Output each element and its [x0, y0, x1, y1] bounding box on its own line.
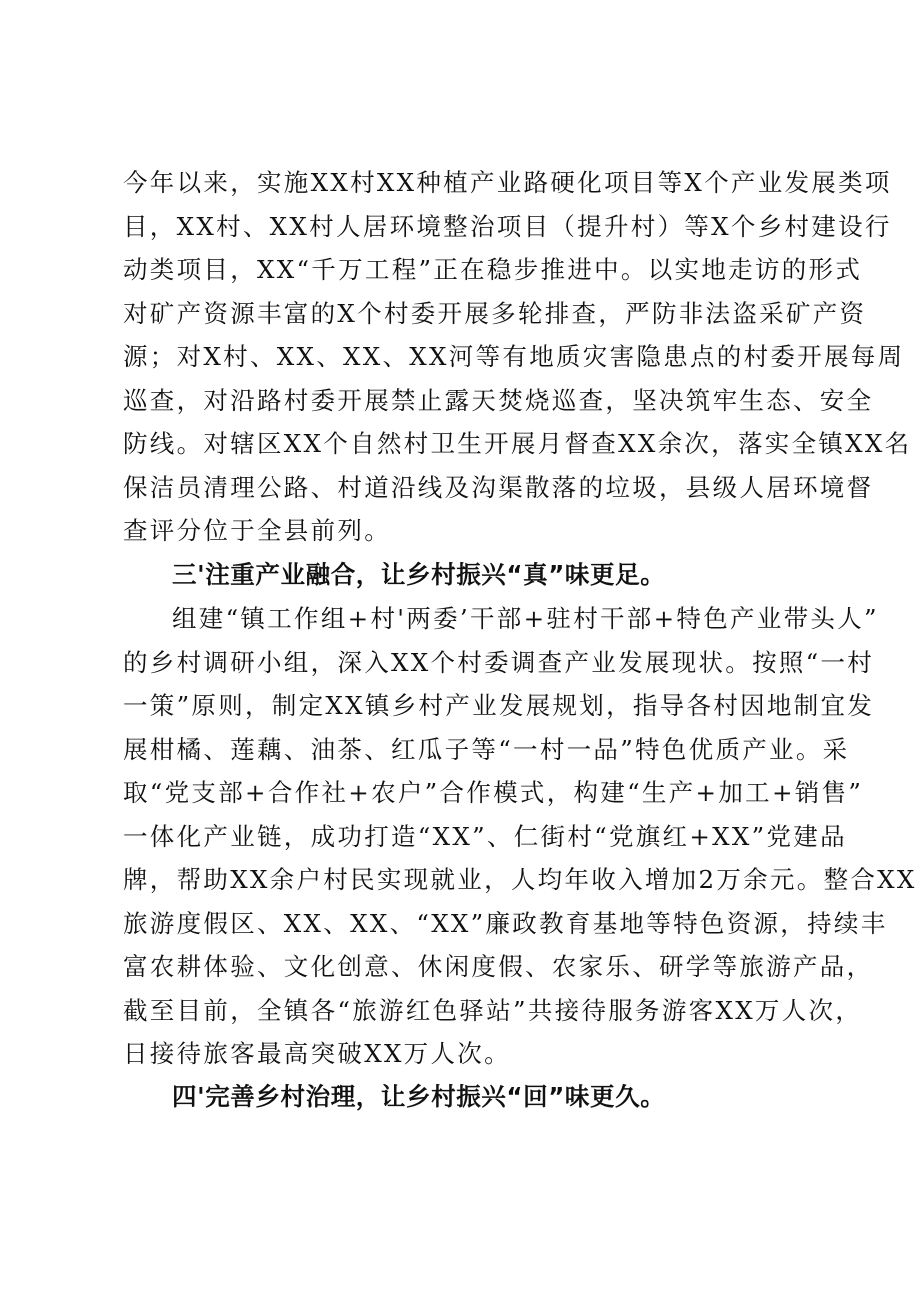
text-line: 保洁员清理公路、村道沿线及沟渠散落的垃圾，县级人居环境督 [123, 472, 874, 502]
text-line: 展柑橘、莲藕、油茶、红瓜子等“一村一品”特色优质产业。采 [123, 734, 850, 764]
text-line: 组建“镇工作组+村'两委’干部+驻村干部+特色产业带头人” [172, 604, 879, 633]
text-line: 动类项目，XX“千万工程”正在稳步推进中。以实地走访的形式 [123, 255, 863, 284]
text-line: 的乡村调研小组，深入XX个村委调查产业发展现状。按照“一村 [123, 647, 875, 677]
text-line: 取“党支部+合作社+农户”合作模式，构建“生产+加工+销售” [123, 778, 864, 807]
text-line: 富农耕体验、文化创意、休闲度假、农家乐、研学等旅游产品， [123, 952, 874, 981]
section-heading-industry-integration [123, 553, 813, 597]
text-line: 截至目前，全镇各“旅游红色驿站”共接待服务游客XX万人次， [123, 995, 863, 1025]
text-line: 旅游度假区、XX、XX、“XX”廉政教育基地等特色资源，持续丰 [123, 908, 888, 938]
text-line: 日接待旅客最高突破XX万人次。 [123, 1039, 511, 1068]
text-line: 防线。对辖区XX个自然村卫生开展月督查XX余次，落实全镇XX名 [123, 429, 912, 458]
text-line: 目，XX村、XX村人居环境整治项目（提升村）等X个乡村建设行 [123, 211, 892, 241]
text-line: 巡查，对沿路村委开展禁止露天焚烧巡查，坚决筑牢生态、安全 [123, 385, 874, 415]
section-heading-text: 四'完善乡村治理，让乡村振兴“回”味更久。 [172, 1082, 666, 1111]
paragraph-rural-construction [123, 161, 912, 553]
text-line: 今年以来，实施XX村XX种植产业路硬化项目等X个产业发展类项 [123, 168, 892, 197]
section-heading-text: 三'注重产业融合，让乡村振兴“真”味更足。 [172, 560, 666, 589]
section-heading-rural-governance [123, 1075, 813, 1119]
text-line: 一策”原则，制定XX镇乡村产业发展规划，指导各村因地制宜发 [123, 691, 875, 720]
text-line: 源；对X村、XX、XX、XX河等有地质灾害隐患点的村委开展每周 [123, 342, 905, 371]
text-line: 对矿产资源丰富的X个村委开展多轮排查，严防非法盗采矿产资 [123, 298, 867, 328]
text-line: 一体化产业链，成功打造“XX”、仁街村“党旗红+XX”党建品 [123, 821, 847, 851]
paragraph-industry-integration [123, 597, 917, 1076]
text-line: 查评分位于全县前列。 [123, 516, 391, 545]
text-line: 牌，帮助XX余户村民实现就业，人均年收入增加2万余元。整合XX [123, 865, 917, 894]
